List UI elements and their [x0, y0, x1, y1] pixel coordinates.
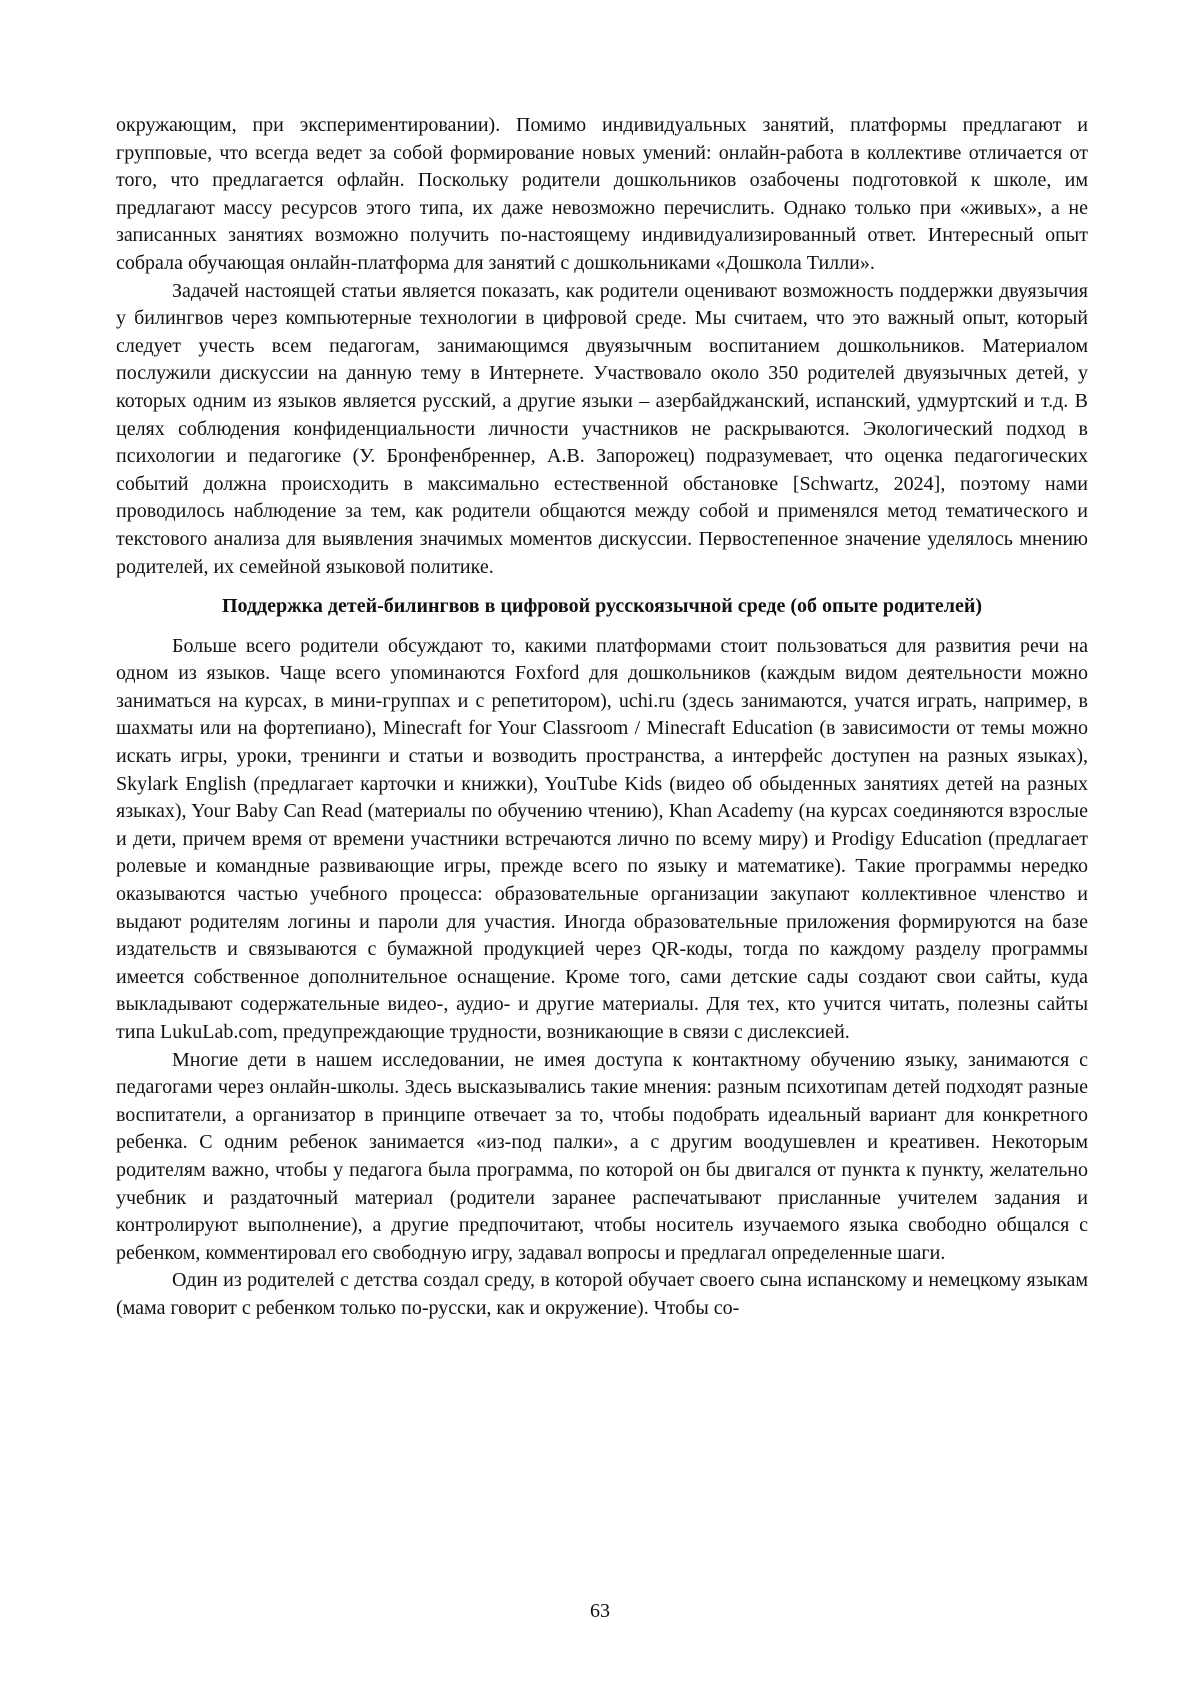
section-heading: Поддержка детей-билингвов в цифровой русскоязычной среде (об опыте родителей) [221, 595, 983, 618]
paragraph-3: Больше всего родители обсуждают то, какими платформами стоит пользоваться для развития речи на одном из языков. Чаще всего упоминаются Foxford для дошкольников (каждым видом деятельности можно заниматься на курсах, в мини-группах и с репетитором), uchi.ru (здесь занимаются, учатся играть, например, в шахматы или на фортепиано), Minecraft for Your Classroom / Minecraft Education (в зависимости от темы можно искать игры, уроки, тренинги и статьи и возводить пространства, а интерфейс доступен на разных языках), Skylark English (предлагает карточки и книжки), YouTube Kids (видео об обыденных занятиях детей на разных языках), Your Baby Can Read (материалы по обучению чтению), Khan Academy (на курсах соединяются взрослые и дети, причем время от времени участники встречаются лично по всему миру) и Prodigy Education (предлагает ролевые и командные развивающие игры, прежде всего по языку и математике). Такие программы нередко оказываются частью учебного процесса: образовательные организации закупают коллективное членство и выдают родителям логины и пароли для участия. Иногда образовательные приложения формируются на базе издательств и связываются с бумажной продукцией через QR-коды, тогда по каждому разделу программы имеется собственное дополнительное оснащение. Кроме того, сами детские сады создают свои сайты, куда выкладывают содержательные видео-, аудио- и другие материалы. Для тех, кто учится читать, полезны сайты типа LukuLab.com, предупреждающие трудности, возникающие в связи с дислексией. [116, 634, 1088, 1043]
page-number: 63 [590, 1600, 610, 1622]
paragraph-2: Задачей настоящей статьи является показать, как родители оценивают возможность поддержки двуязычия у билингвов через компьютерные технологии в цифровой среде. Мы считаем, что это важный опыт, который следует учесть всем педагогам, занимающимся двуязычным воспитанием дошкольников. Материалом послужили дискуссии на данную тему в Интернете. Участвовало около 350 родителей двуязычных детей, у которых одним из языков является русский, а другие языки – азербайджанский, испанский, удмуртский и т.д. В целях соблюдения конфиденциальности личности участников не раскрываются. Экологический подход в психологии и педагогике (У. Бронфенбреннер, А.В. Запорожец) подразумевает, что оценка педагогических событий должна происходить в максимально естественной обстановке [Schwartz, 2024], поэтому нами проводилось наблюдение за тем, как родители общаются между собой и применялся метод тематического и текстового анализа для выявления значимых моментов дискуссии. Первостепенное значение уделялось мнению родителей, их семейной языковой политике. [116, 279, 1088, 578]
paragraph-4: Многие дети в нашем исследовании, не имея доступа к контактному обучению языку, занимаются с педагогами через онлайн-школы. Здесь высказывались такие мнения: разным психотипам детей подходят разные воспитатели, а организатор в принципе отвечает за то, чтобы подобрать идеальный вариант для конкретного ребенка. С одним ребенок занимается «из-под палки», а с другим воодушевлен и креативен. Некоторым родителям важно, чтобы у педагога была программа, по которой он бы двигался от пункта к пункту, желательно учебник и раздаточный материал (родители заранее распечатывают присланные учителем задания и контролируют выполнение), а другие предпочитают, чтобы носитель изучаемого языка свободно общался с ребенком, комментировал его свободную игру, задавал вопросы и предлагал определенные шаги. [116, 1048, 1088, 1264]
paragraph-5: Один из родителей с детства создал среду, в которой обучает своего сына испанскому и немецкому языкам (мама говорит с ребенком только по-русски, как и окружение). Чтобы со- [116, 1269, 1088, 1319]
paragraph-1: окружающим, при экспериментировании). Помимо индивидуальных занятий, платформы предлагают и групповые, что всегда ведет за собой формирование новых умений: онлайн-работа в коллективе отличается от того, что предлагается офлайн. Поскольку родители дошкольников озабочены подготовкой к школе, им предлагают массу ресурсов этого типа, их даже невозможно перечислить. Однако только при «живых», а не записанных занятиях возможно получить по-настоящему индивидуализированный ответ. Интересный опыт собрала обучающая онлайн-платформа для занятий с дошкольниками «Дошкола Тилли». [116, 114, 1088, 274]
document-page [116, 112, 1088, 1323]
